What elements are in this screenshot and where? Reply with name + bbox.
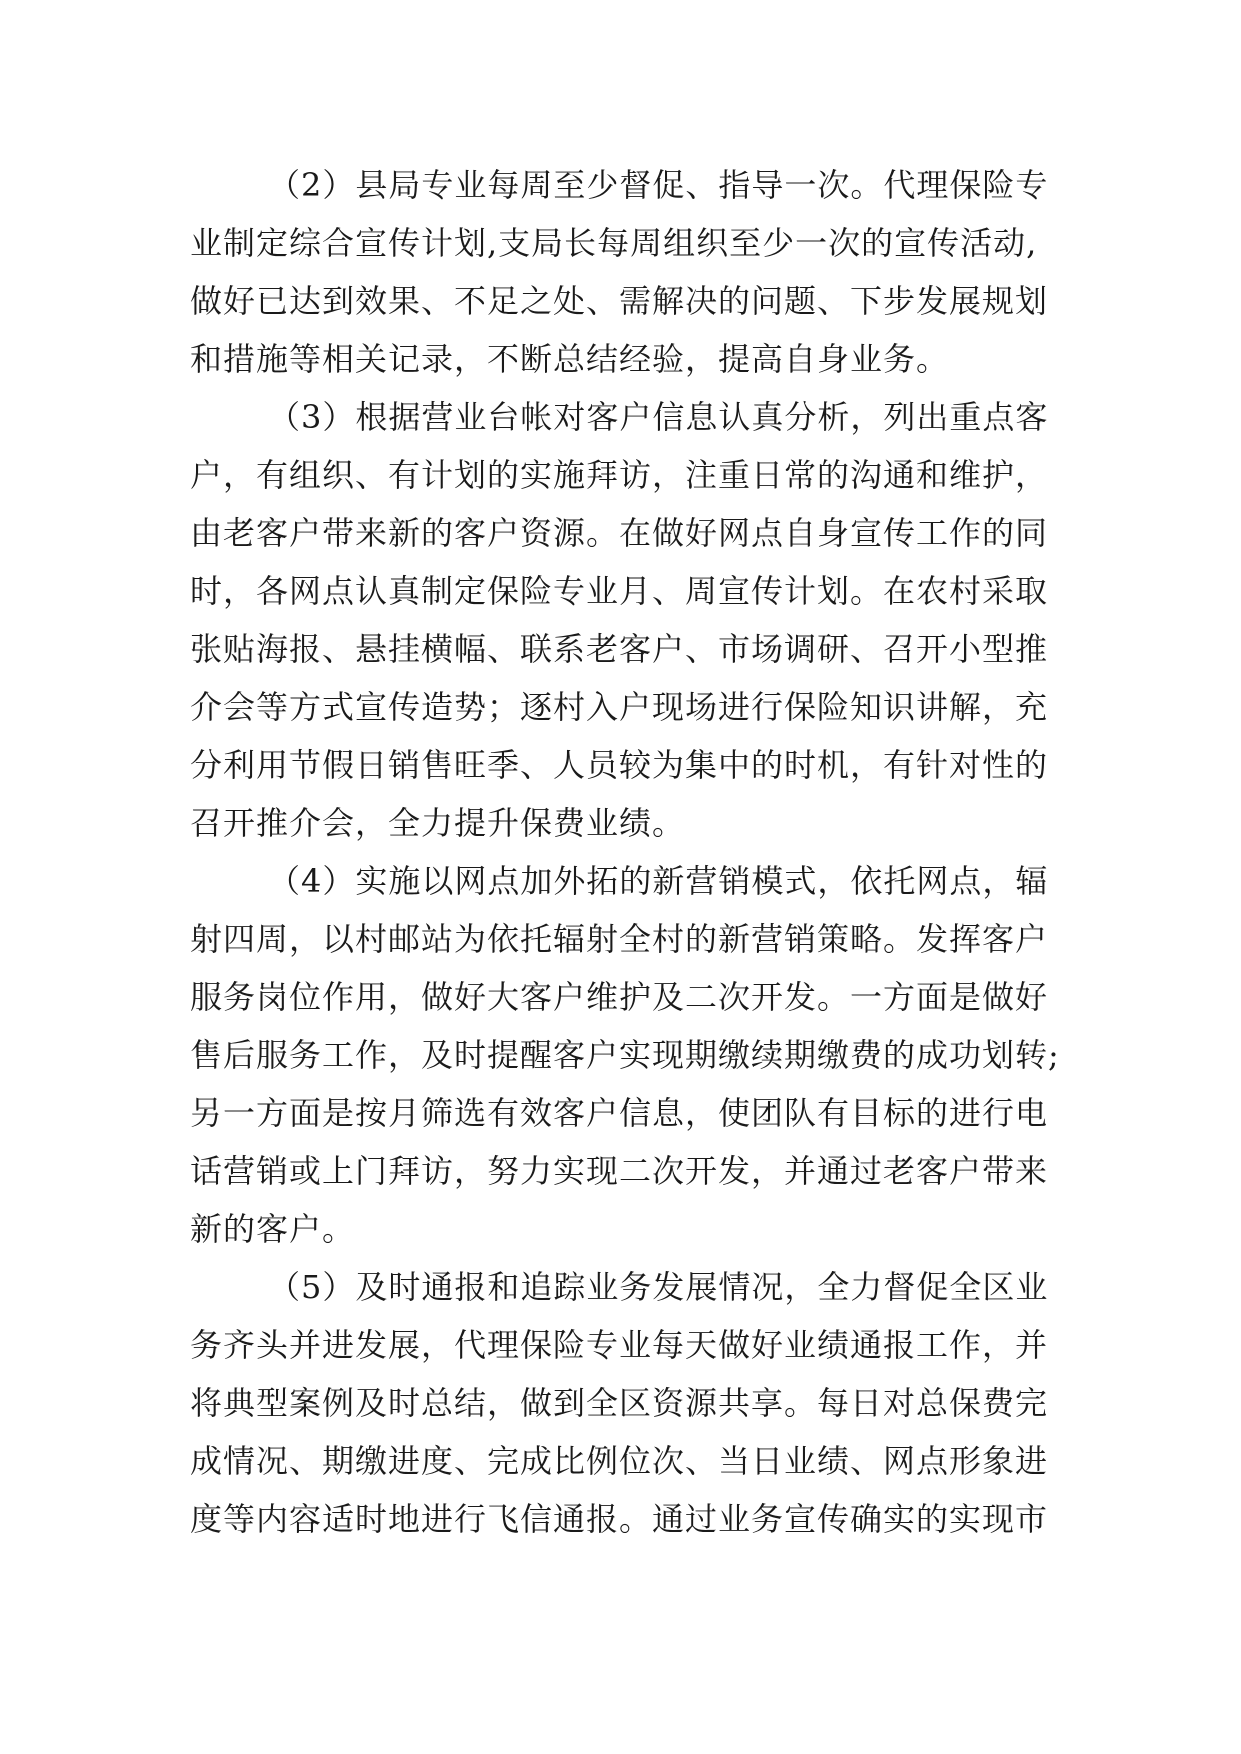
text-line: 度等内容适时地进行飞信通报。通过业务宣传确实的实现市 (190, 1500, 1049, 1538)
paragraph-3 (190, 388, 1070, 852)
text-line: 分利用节假日销售旺季、人员较为集中的时机，有针对性的 (190, 746, 1049, 784)
paragraph-4 (190, 852, 1070, 1258)
text-line: 业制定综合宣传计划,支局长每周组织至少一次的宣传活动, (190, 224, 1038, 262)
text-line: （4）实施以网点加外拓的新营销模式，依托网点，辐 (268, 862, 1049, 900)
text-line: 做好已达到效果、不足之处、需解决的问题、下步发展规划 (190, 282, 1049, 320)
paragraph-5 (190, 1258, 1070, 1548)
text-line: 召开推介会，全力提升保费业绩。 (190, 804, 686, 842)
text-line: 将典型案例及时总结，做到全区资源共享。每日对总保费完 (190, 1384, 1049, 1422)
text-line: 另一方面是按月筛选有效客户信息，使团队有目标的进行电 (190, 1094, 1049, 1132)
text-line: 由老客户带来新的客户资源。在做好网点自身宣传工作的同 (190, 514, 1049, 552)
text-line: 服务岗位作用，做好大客户维护及二次开发。一方面是做好 (190, 978, 1049, 1016)
text-line: 话营销或上门拜访，努力实现二次开发，并通过老客户带来 (190, 1152, 1049, 1190)
text-line: 介会等方式宣传造势；逐村入户现场进行保险知识讲解，充 (190, 688, 1049, 726)
text-line: 务齐头并进发展，代理保险专业每天做好业绩通报工作，并 (190, 1326, 1049, 1364)
text-line: 成情况、期缴进度、完成比例位次、当日业绩、网点形象进 (190, 1442, 1049, 1480)
text-line: 张贴海报、悬挂横幅、联系老客户、市场调研、召开小型推 (190, 630, 1049, 668)
document-page (190, 156, 1070, 1548)
text-line: 时，各网点认真制定保险专业月、周宣传计划。在农村采取 (190, 572, 1049, 610)
text-line: 射四周，以村邮站为依托辐射全村的新营销策略。发挥客户 (190, 920, 1049, 958)
paragraph-2 (190, 156, 1070, 388)
text-line: （2）县局专业每周至少督促、指导一次。代理保险专 (268, 166, 1049, 204)
text-line: 和措施等相关记录，不断总结经验，提高自身业务。 (190, 340, 950, 378)
text-line: 新的客户。 (190, 1210, 356, 1248)
text-line: （3）根据营业台帐对客户信息认真分析，列出重点客 (268, 398, 1049, 436)
text-line: 户，有组织、有计划的实施拜访，注重日常的沟通和维护， (190, 456, 1049, 494)
text-line: 售后服务工作，及时提醒客户实现期缴续期缴费的成功划转; (190, 1036, 1060, 1074)
text-line: （5）及时通报和追踪业务发展情况，全力督促全区业 (268, 1268, 1049, 1306)
